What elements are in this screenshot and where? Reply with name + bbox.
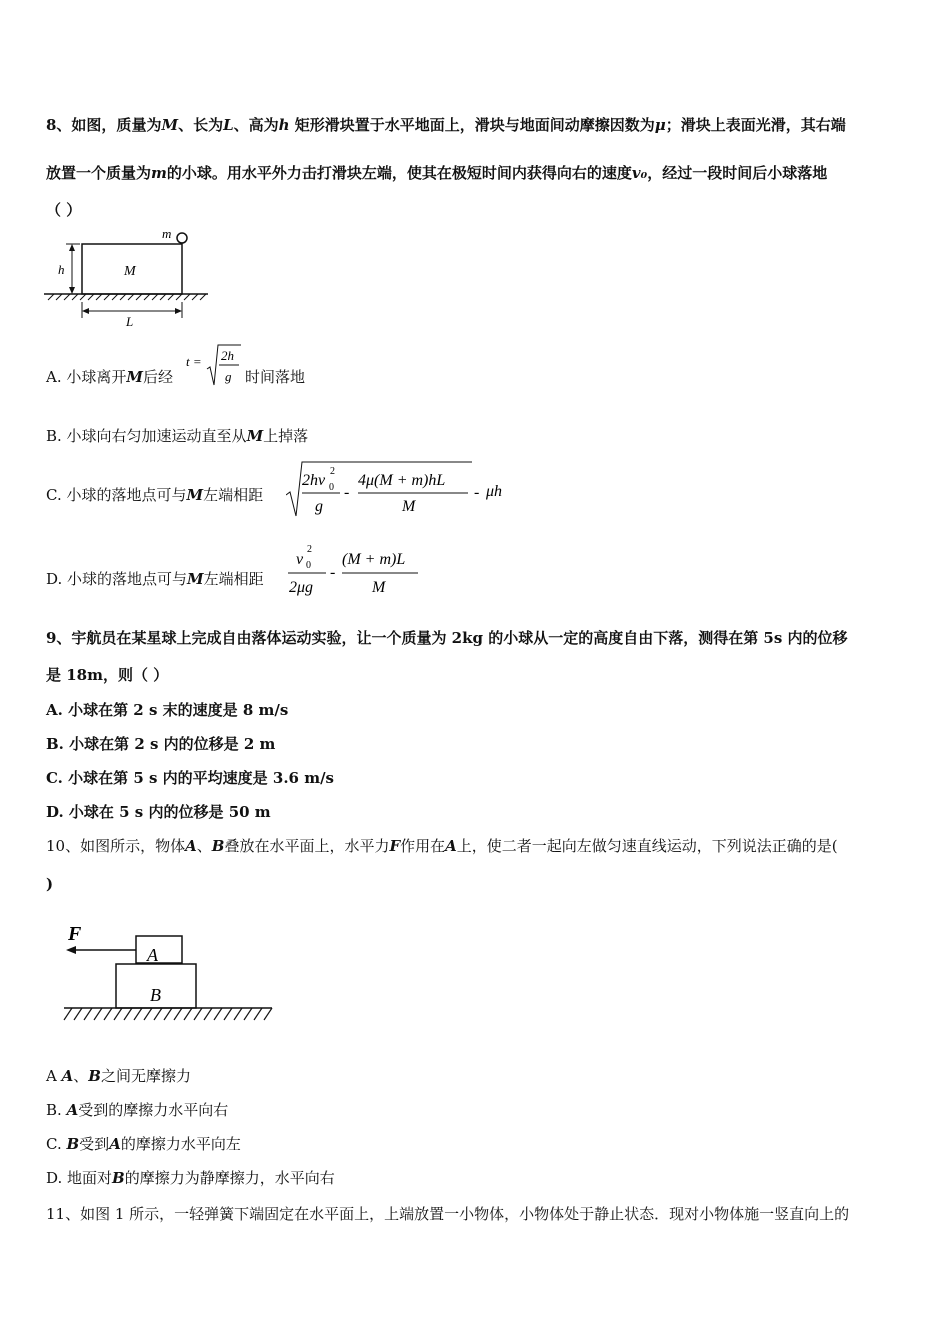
q8-option-c[interactable]: C. 小球的落地点可与M左端相距	[46, 486, 264, 504]
svg-text:(M + m)L: (M + m)L	[342, 551, 406, 568]
q8-stem-line-2: 放置一个质量为m的小球。用水平外力击打滑块左端，使其在极短时间内获得向右的速度v₀，经过一段时间后小球落地	[46, 164, 828, 182]
q9-option-a[interactable]: A. 小球在第 2 s 末的速度是 8 m/s	[46, 701, 289, 719]
q10-stem-line-1: 10、如图所示，物体A、B叠放在水平面上，水平力F作用在A上，使二者一起向左做匀速直线运动，下列说法正确的是(	[46, 837, 838, 855]
svg-text:2μg: 2μg	[289, 579, 314, 596]
block-A	[136, 936, 182, 963]
label-L: L	[126, 314, 134, 329]
q8-stem-line-1: 8、如图，质量为M、长为L、高为h 矩形滑块置于水平地面上，滑块与地面间动摩擦因数为μ；滑块上表面光滑，其右端	[46, 116, 846, 134]
svg-text:M: M	[402, 498, 416, 515]
q9-option-c[interactable]: C. 小球在第 5 s 内的平均速度是 3.6 m/s	[46, 769, 335, 787]
svg-text:4μ(M + m)hL: 4μ(M + m)hL	[358, 472, 446, 489]
q10-option-c[interactable]: C. B受到A的摩擦力水平向左	[46, 1135, 241, 1153]
q8-figure-block-on-ground	[44, 226, 214, 330]
svg-text:2: 2	[330, 466, 335, 477]
svg-text:g: g	[315, 498, 323, 515]
label-h: h	[58, 262, 65, 277]
ball-m	[177, 233, 187, 243]
label-A: A	[147, 945, 158, 965]
q10-stem-line-2: )	[46, 875, 54, 893]
svg-text:g: g	[225, 369, 232, 384]
q8-option-a-suffix: 时间落地	[245, 368, 306, 386]
svg-text:0: 0	[329, 482, 334, 493]
svg-text:2hv: 2hv	[302, 472, 326, 489]
label-F: F	[68, 923, 82, 945]
svg-text:M: M	[372, 579, 386, 596]
q8-formula-a	[185, 341, 243, 391]
q8-option-a[interactable]: A. 小球离开M后经	[46, 368, 173, 386]
q9-option-b[interactable]: B. 小球在第 2 s 内的位移是 2 m	[46, 735, 276, 753]
q8-option-d[interactable]: D. 小球的落地点可与M左端相距	[46, 570, 264, 588]
q9-stem-line-1: 9、宇航员在某星球上完成自由落体运动实验，让一个质量为 2kg 的小球从一定的高度自由下落，测得在第 5s 内的位移	[46, 629, 848, 647]
label-m: m	[162, 226, 172, 241]
label-B: B	[150, 985, 161, 1005]
q10-option-b[interactable]: B. A受到的摩擦力水平向右	[46, 1101, 229, 1119]
svg-text:v: v	[296, 551, 304, 568]
q9-option-d[interactable]: D. 小球在 5 s 内的位移是 50 m	[46, 803, 271, 821]
q8-formula-c	[286, 458, 514, 522]
svg-text:μh: μh	[486, 483, 503, 500]
q9-stem-line-2: 是 18m，则（ ）	[46, 666, 169, 684]
svg-text:2: 2	[307, 544, 312, 555]
q8-answer-paren: （ ）	[46, 201, 82, 219]
label-M: M	[124, 264, 136, 279]
q11-stem-line-1: 11、如图 1 所示，一轻弹簧下端固定在水平面上，上端放置一小物体，小物体处于静止状态．现对小物体施一竖直向上的	[46, 1205, 850, 1223]
q8-option-b[interactable]: B. 小球向右匀加速运动直至从M上掉落	[46, 427, 309, 445]
q10-option-d[interactable]: D. 地面对B的摩擦力为静摩擦力，水平向右	[46, 1169, 335, 1187]
svg-text:-: -	[474, 484, 480, 501]
q10-figure-stacked-blocks	[60, 920, 276, 1026]
svg-text:t =: t =	[186, 354, 202, 369]
svg-text:0: 0	[306, 560, 311, 571]
q8-formula-d	[286, 540, 426, 600]
svg-text:-: -	[344, 484, 350, 501]
svg-text:-: -	[330, 564, 336, 581]
svg-text:2h: 2h	[221, 348, 234, 363]
q10-option-a[interactable]: A A、B之间无摩擦力	[46, 1067, 191, 1085]
